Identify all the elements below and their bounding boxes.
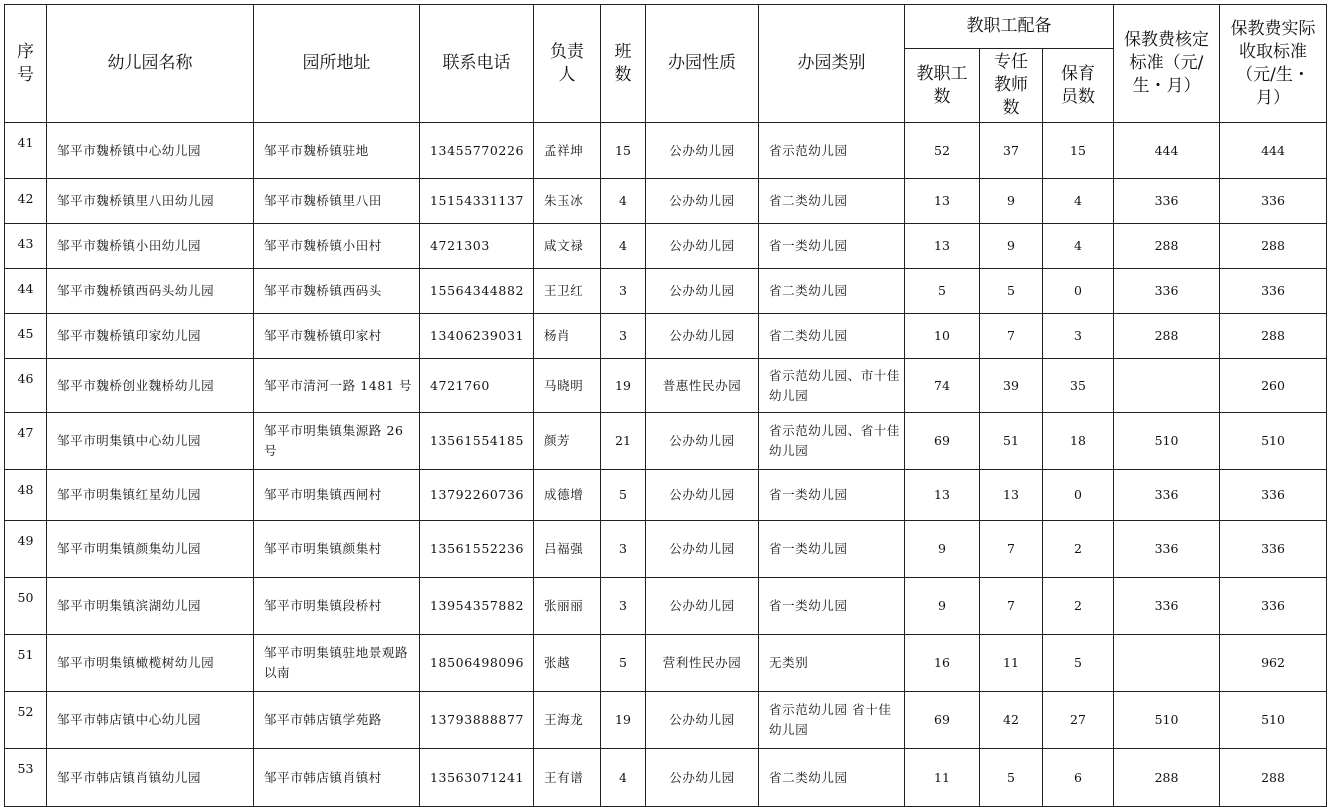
header-phone: 联系电话 xyxy=(420,5,534,123)
row-category: 省二类幼儿园 xyxy=(759,179,905,224)
row-seq: 49 xyxy=(5,521,47,578)
header-staff-total: 教职工数 xyxy=(905,49,980,123)
table-row xyxy=(5,179,1327,224)
row-phone: 13954357882 xyxy=(420,578,534,635)
row-staff: 52 xyxy=(905,123,980,179)
row-nature: 公办幼儿园 xyxy=(646,749,759,807)
row-seq: 51 xyxy=(5,635,47,692)
row-classes: 4 xyxy=(601,749,646,807)
table-row xyxy=(5,224,1327,269)
row-fee-standard: 288 xyxy=(1114,749,1220,807)
row-leader: 张丽丽 xyxy=(534,578,601,635)
row-address: 邹平市魏桥镇里八田 xyxy=(254,179,420,224)
row-fee-actual: 444 xyxy=(1220,123,1327,179)
header-nature: 办园性质 xyxy=(646,5,759,123)
row-address: 邹平市魏桥镇西码头 xyxy=(254,269,420,314)
row-seq: 48 xyxy=(5,470,47,521)
row-staff: 16 xyxy=(905,635,980,692)
row-phone: 4721303 xyxy=(420,224,534,269)
kindergarten-table xyxy=(4,4,1327,807)
row-seq: 46 xyxy=(5,359,47,413)
row-seq: 42 xyxy=(5,179,47,224)
header-seq: 序号 xyxy=(5,5,47,123)
row-name: 邹平市明集镇红星幼儿园 xyxy=(47,470,254,521)
row-caregivers: 27 xyxy=(1043,692,1114,749)
row-teachers: 7 xyxy=(980,578,1043,635)
row-name: 邹平市明集镇中心幼儿园 xyxy=(47,413,254,470)
row-leader: 成德增 xyxy=(534,470,601,521)
row-caregivers: 18 xyxy=(1043,413,1114,470)
row-fee-standard: 336 xyxy=(1114,578,1220,635)
row-nature: 公办幼儿园 xyxy=(646,269,759,314)
row-category: 省示范幼儿园、省十佳幼儿园 xyxy=(759,413,905,470)
row-leader: 吕福强 xyxy=(534,521,601,578)
row-caregivers: 2 xyxy=(1043,578,1114,635)
row-teachers: 9 xyxy=(980,179,1043,224)
row-caregivers: 0 xyxy=(1043,470,1114,521)
row-classes: 3 xyxy=(601,314,646,359)
row-phone: 15154331137 xyxy=(420,179,534,224)
row-staff: 10 xyxy=(905,314,980,359)
row-category: 省一类幼儿园 xyxy=(759,470,905,521)
row-name: 邹平市明集镇颜集幼儿园 xyxy=(47,521,254,578)
table-body xyxy=(5,123,1327,807)
row-category: 省示范幼儿园 省十佳幼儿园 xyxy=(759,692,905,749)
row-teachers: 7 xyxy=(980,314,1043,359)
table-row xyxy=(5,692,1327,749)
row-phone: 13455770226 xyxy=(420,123,534,179)
table-row xyxy=(5,578,1327,635)
row-fee-actual: 260 xyxy=(1220,359,1327,413)
row-fee-standard xyxy=(1114,359,1220,413)
row-phone: 13561552236 xyxy=(420,521,534,578)
row-classes: 4 xyxy=(601,224,646,269)
row-nature: 公办幼儿园 xyxy=(646,521,759,578)
row-seq: 50 xyxy=(5,578,47,635)
row-leader: 朱玉冰 xyxy=(534,179,601,224)
row-fee-actual: 288 xyxy=(1220,224,1327,269)
row-fee-actual: 336 xyxy=(1220,521,1327,578)
table-row xyxy=(5,359,1327,413)
row-teachers: 11 xyxy=(980,635,1043,692)
row-category: 省一类幼儿园 xyxy=(759,521,905,578)
header-name: 幼儿园名称 xyxy=(47,5,254,123)
row-leader: 王卫红 xyxy=(534,269,601,314)
row-leader: 张越 xyxy=(534,635,601,692)
row-staff: 5 xyxy=(905,269,980,314)
row-classes: 19 xyxy=(601,692,646,749)
row-teachers: 13 xyxy=(980,470,1043,521)
header-address: 园所地址 xyxy=(254,5,420,123)
row-teachers: 5 xyxy=(980,269,1043,314)
header-fee-standard: 保教费核定标准（元/生・月） xyxy=(1114,5,1220,123)
row-name: 邹平市魏桥镇小田幼儿园 xyxy=(47,224,254,269)
row-nature: 公办幼儿园 xyxy=(646,470,759,521)
row-address: 邹平市明集镇西闸村 xyxy=(254,470,420,521)
row-classes: 3 xyxy=(601,269,646,314)
row-phone: 15564344882 xyxy=(420,269,534,314)
row-staff: 74 xyxy=(905,359,980,413)
row-classes: 5 xyxy=(601,635,646,692)
row-caregivers: 0 xyxy=(1043,269,1114,314)
row-staff: 69 xyxy=(905,413,980,470)
row-staff: 69 xyxy=(905,692,980,749)
row-seq: 44 xyxy=(5,269,47,314)
row-caregivers: 3 xyxy=(1043,314,1114,359)
row-leader: 杨肖 xyxy=(534,314,601,359)
row-nature: 公办幼儿园 xyxy=(646,314,759,359)
header-classes: 班数 xyxy=(601,5,646,123)
row-leader: 咸文禄 xyxy=(534,224,601,269)
row-seq: 41 xyxy=(5,123,47,179)
row-category: 省一类幼儿园 xyxy=(759,578,905,635)
row-caregivers: 5 xyxy=(1043,635,1114,692)
row-caregivers: 2 xyxy=(1043,521,1114,578)
row-fee-standard: 288 xyxy=(1114,224,1220,269)
row-nature: 公办幼儿园 xyxy=(646,123,759,179)
row-fee-actual: 510 xyxy=(1220,692,1327,749)
row-staff: 13 xyxy=(905,470,980,521)
row-teachers: 9 xyxy=(980,224,1043,269)
table-row xyxy=(5,314,1327,359)
row-nature: 普惠性民办园 xyxy=(646,359,759,413)
table-row xyxy=(5,413,1327,470)
row-nature: 公办幼儿园 xyxy=(646,692,759,749)
row-category: 省示范幼儿园 xyxy=(759,123,905,179)
row-staff: 13 xyxy=(905,179,980,224)
row-address: 邹平市魏桥镇小田村 xyxy=(254,224,420,269)
row-classes: 19 xyxy=(601,359,646,413)
row-name: 邹平市明集镇橄榄树幼儿园 xyxy=(47,635,254,692)
row-seq: 53 xyxy=(5,749,47,807)
row-classes: 5 xyxy=(601,470,646,521)
header-fee-actual: 保教费实际收取标准（元/生・月） xyxy=(1220,5,1327,123)
row-fee-standard: 336 xyxy=(1114,470,1220,521)
row-seq: 52 xyxy=(5,692,47,749)
header-caregivers: 保育员数 xyxy=(1043,49,1114,123)
row-fee-actual: 336 xyxy=(1220,470,1327,521)
header-category: 办园类别 xyxy=(759,5,905,123)
row-fee-standard: 444 xyxy=(1114,123,1220,179)
row-leader: 颜芳 xyxy=(534,413,601,470)
row-classes: 21 xyxy=(601,413,646,470)
row-fee-actual: 336 xyxy=(1220,269,1327,314)
row-name: 邹平市魏桥镇西码头幼儿园 xyxy=(47,269,254,314)
row-category: 无类别 xyxy=(759,635,905,692)
row-name: 邹平市韩店镇肖镇幼儿园 xyxy=(47,749,254,807)
row-fee-standard: 510 xyxy=(1114,692,1220,749)
row-fee-standard: 336 xyxy=(1114,521,1220,578)
row-name: 邹平市魏桥镇印家幼儿园 xyxy=(47,314,254,359)
row-address: 邹平市魏桥镇驻地 xyxy=(254,123,420,179)
row-teachers: 51 xyxy=(980,413,1043,470)
row-teachers: 7 xyxy=(980,521,1043,578)
row-name: 邹平市明集镇滨湖幼儿园 xyxy=(47,578,254,635)
row-leader: 孟祥坤 xyxy=(534,123,601,179)
table-row xyxy=(5,470,1327,521)
row-phone: 13561554185 xyxy=(420,413,534,470)
row-phone: 4721760 xyxy=(420,359,534,413)
row-caregivers: 4 xyxy=(1043,179,1114,224)
row-fee-actual: 510 xyxy=(1220,413,1327,470)
row-fee-standard: 336 xyxy=(1114,179,1220,224)
row-address: 邹平市明集镇颜集村 xyxy=(254,521,420,578)
row-phone: 13792260736 xyxy=(420,470,534,521)
row-teachers: 42 xyxy=(980,692,1043,749)
row-fee-standard: 336 xyxy=(1114,269,1220,314)
row-phone: 13793888877 xyxy=(420,692,534,749)
row-name: 邹平市魏桥镇里八田幼儿园 xyxy=(47,179,254,224)
table-row xyxy=(5,269,1327,314)
row-seq: 43 xyxy=(5,224,47,269)
row-name: 邹平市魏桥创业魏桥幼儿园 xyxy=(47,359,254,413)
row-seq: 47 xyxy=(5,413,47,470)
row-category: 省二类幼儿园 xyxy=(759,749,905,807)
row-staff: 9 xyxy=(905,578,980,635)
row-caregivers: 35 xyxy=(1043,359,1114,413)
row-staff: 11 xyxy=(905,749,980,807)
row-nature: 公办幼儿园 xyxy=(646,224,759,269)
row-address: 邹平市魏桥镇印家村 xyxy=(254,314,420,359)
row-teachers: 37 xyxy=(980,123,1043,179)
row-category: 省二类幼儿园 xyxy=(759,269,905,314)
row-phone: 13406239031 xyxy=(420,314,534,359)
row-staff: 13 xyxy=(905,224,980,269)
row-address: 邹平市韩店镇肖镇村 xyxy=(254,749,420,807)
table-row xyxy=(5,635,1327,692)
row-phone: 18506498096 xyxy=(420,635,534,692)
row-caregivers: 15 xyxy=(1043,123,1114,179)
header-staff-group: 教职工配备 xyxy=(905,5,1114,49)
row-fee-actual: 288 xyxy=(1220,749,1327,807)
row-teachers: 39 xyxy=(980,359,1043,413)
row-seq: 45 xyxy=(5,314,47,359)
row-category: 省示范幼儿园、市十佳幼儿园 xyxy=(759,359,905,413)
row-nature: 公办幼儿园 xyxy=(646,578,759,635)
row-address: 邹平市明集镇段桥村 xyxy=(254,578,420,635)
row-nature: 公办幼儿园 xyxy=(646,413,759,470)
row-classes: 3 xyxy=(601,578,646,635)
row-teachers: 5 xyxy=(980,749,1043,807)
row-classes: 15 xyxy=(601,123,646,179)
row-nature: 公办幼儿园 xyxy=(646,179,759,224)
header-teachers: 专任教师数 xyxy=(980,49,1043,123)
row-address: 邹平市韩店镇学苑路 xyxy=(254,692,420,749)
row-address: 邹平市明集镇集源路 26 号 xyxy=(254,413,420,470)
row-name: 邹平市魏桥镇中心幼儿园 xyxy=(47,123,254,179)
row-leader: 马晓明 xyxy=(534,359,601,413)
row-fee-actual: 336 xyxy=(1220,578,1327,635)
header-leader: 负责人 xyxy=(534,5,601,123)
row-fee-actual: 336 xyxy=(1220,179,1327,224)
row-fee-standard xyxy=(1114,635,1220,692)
table-row xyxy=(5,521,1327,578)
row-leader: 王海龙 xyxy=(534,692,601,749)
row-classes: 4 xyxy=(601,179,646,224)
row-staff: 9 xyxy=(905,521,980,578)
row-address: 邹平市明集镇驻地景观路以南 xyxy=(254,635,420,692)
row-category: 省一类幼儿园 xyxy=(759,224,905,269)
table-header xyxy=(5,5,1327,123)
row-classes: 3 xyxy=(601,521,646,578)
row-address: 邹平市清河一路 1481 号 xyxy=(254,359,420,413)
row-fee-actual: 962 xyxy=(1220,635,1327,692)
row-category: 省二类幼儿园 xyxy=(759,314,905,359)
row-caregivers: 4 xyxy=(1043,224,1114,269)
row-phone: 13563071241 xyxy=(420,749,534,807)
row-leader: 王有谱 xyxy=(534,749,601,807)
row-fee-actual: 288 xyxy=(1220,314,1327,359)
table-row xyxy=(5,123,1327,179)
row-fee-standard: 510 xyxy=(1114,413,1220,470)
row-name: 邹平市韩店镇中心幼儿园 xyxy=(47,692,254,749)
row-fee-standard: 288 xyxy=(1114,314,1220,359)
row-caregivers: 6 xyxy=(1043,749,1114,807)
row-nature: 营利性民办园 xyxy=(646,635,759,692)
table-row xyxy=(5,749,1327,807)
